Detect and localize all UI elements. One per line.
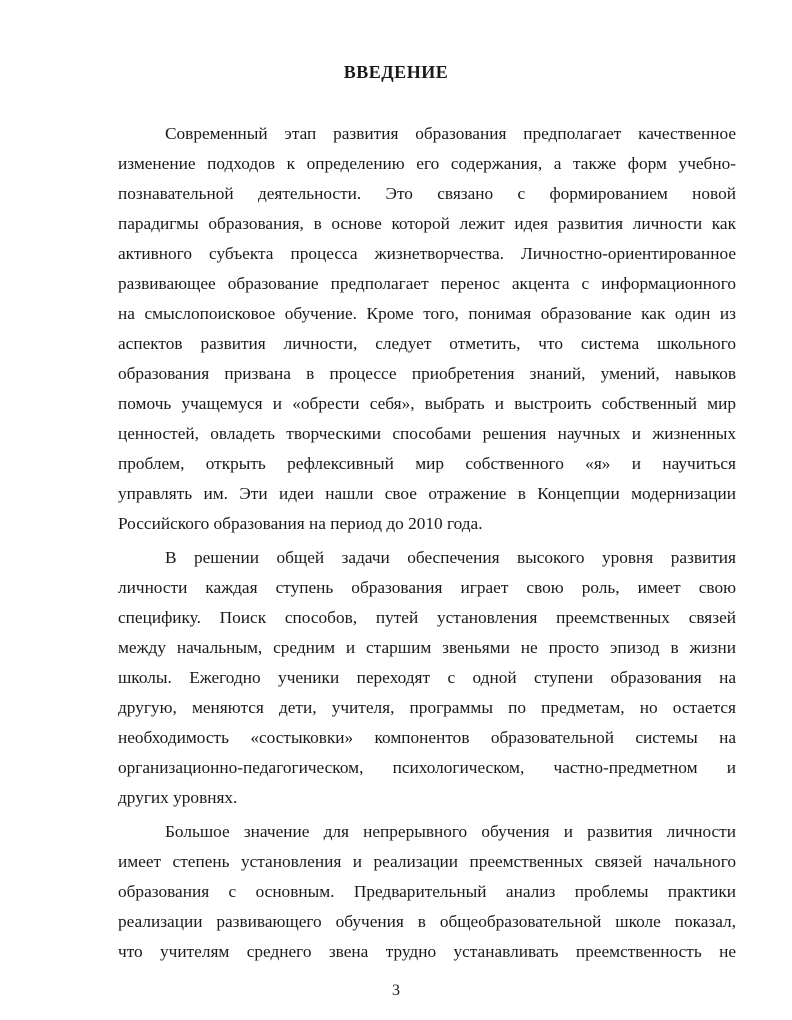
text-line: развивающее образование предполагает перенос акцента с информационного [118, 274, 736, 293]
text-line: ценностей, овладеть творческими способами решения научных и жизненных [118, 424, 736, 443]
text-line: Российского образования на период до 2010 года. [118, 514, 483, 533]
text-line: личности каждая ступень образования играет свою роль, имеет свою [118, 578, 736, 597]
text-line: реализации развивающего обучения в общеобразовательной школе показал, [118, 912, 736, 931]
text-line: проблем, открыть рефлексивный мир собственного «я» и научиться [118, 454, 736, 473]
page-number: 3 [392, 982, 400, 999]
text-line: аспектов развития личности, следует отметить, что система школьного [118, 334, 736, 353]
text-line: между начальным, средним и старшим звеньями не просто эпизод в жизни [118, 638, 736, 657]
text-line: активного субъекта процесса жизнетворчества. Личностно-ориентированное [118, 244, 736, 263]
text-line: образования призвана в процессе приобретения знаний, умений, навыков [118, 364, 736, 383]
text-line: управлять им. Эти идеи нашли свое отражение в Концепции модернизации [118, 484, 736, 503]
text-line: Большое значение для непрерывного обучения и развития личности [165, 822, 736, 841]
page-title: ВВЕДЕНИЕ [343, 62, 449, 82]
text-line: школы. Ежегодно ученики переходят с одной ступени образования на [118, 668, 736, 687]
text-line: необходимость «состыковки» компонентов образовательной системы на [118, 728, 736, 747]
text-line: организационно-педагогическом, психологическом, частно-предметном и [118, 758, 736, 777]
text-line: В решении общей задачи обеспечения высокого уровня развития [165, 548, 736, 567]
text-line: других уровнях. [118, 788, 238, 807]
text-line: Современный этап развития образования предполагает качественное [165, 124, 736, 143]
text-line: на смыслопоисковое обучение. Кроме того, понимая образование как один из [118, 304, 736, 323]
text-line: имеет степень установления и реализации преемственных связей начального [118, 852, 736, 871]
text-line: другую, меняются дети, учителя, программы по предметам, но остается [118, 698, 736, 717]
text-line: образования с основным. Предварительный анализ проблемы практики [118, 882, 736, 901]
text-line: изменение подходов к определению его содержания, а также форм учебно- [118, 154, 736, 173]
text-line: специфику. Поиск способов, путей установления преемственных связей [118, 608, 736, 627]
text-line: помочь учащемуся и «обрести себя», выбрать и выстроить собственный мир [118, 394, 736, 413]
text-line: парадигмы образования, в основе которой лежит идея развития личности как [118, 214, 736, 233]
text-line: что учителям среднего звена трудно устанавливать преемственность не [118, 942, 736, 961]
text-line: познавательной деятельности. Это связано с формированием новой [118, 184, 736, 203]
